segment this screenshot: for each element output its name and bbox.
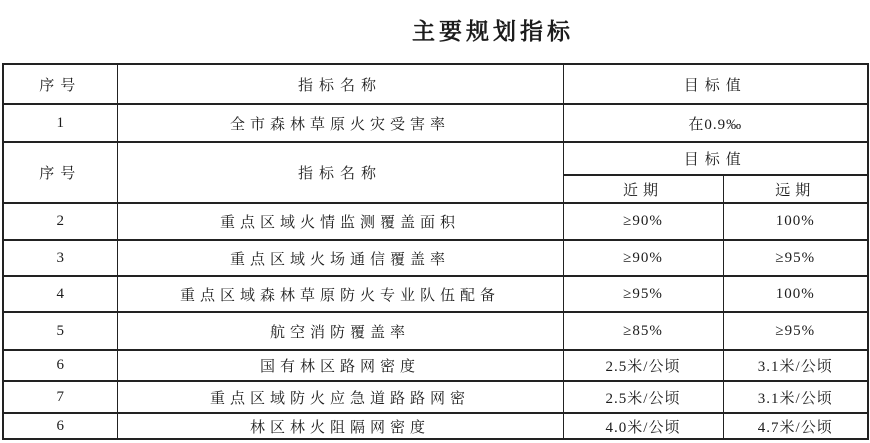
indicator-name-cell: 航空消防覆盖率 xyxy=(117,312,563,350)
table-row xyxy=(3,350,868,381)
seq-cell: 4 xyxy=(3,276,117,312)
page-title: 主要规划指标 xyxy=(412,18,574,44)
indicator-name-cell: 重点区域火情监测覆盖面积 xyxy=(117,203,563,240)
far-term-value-cell: ≥95% xyxy=(723,240,868,276)
table-row xyxy=(3,276,868,312)
indicator-name-cell: 林区林火阻隔网密度 xyxy=(117,413,563,439)
indicator-name-cell: 重点区域防火应急道路路网密 xyxy=(117,381,563,413)
near-term-header: 近期 xyxy=(563,175,723,203)
section1-header-row xyxy=(3,64,868,104)
seq-header: 序号 xyxy=(3,64,117,104)
seq-cell: 1 xyxy=(3,104,117,142)
near-term-value-cell: 2.5米/公顷 xyxy=(563,350,723,381)
near-term-value-cell: ≥90% xyxy=(563,203,723,240)
near-term-value-cell: ≥90% xyxy=(563,240,723,276)
indicator-name-cell: 全市森林草原火灾受害率 xyxy=(117,104,563,142)
indicator-name-cell: 重点区域火场通信覆盖率 xyxy=(117,240,563,276)
target-value-cell: 在0.9‰ xyxy=(563,104,868,142)
seq-cell: 2 xyxy=(3,203,117,240)
table-row xyxy=(3,312,868,350)
table-row xyxy=(3,203,868,240)
seq-cell: 3 xyxy=(3,240,117,276)
near-term-value-cell: ≥85% xyxy=(563,312,723,350)
far-term-value-cell: 100% xyxy=(723,276,868,312)
table-row xyxy=(3,104,868,142)
far-term-value-cell: 4.7米/公顷 xyxy=(723,413,868,439)
near-term-value-cell: 2.5米/公顷 xyxy=(563,381,723,413)
far-term-value-cell: 3.1米/公顷 xyxy=(723,350,868,381)
far-term-value-cell: 100% xyxy=(723,203,868,240)
seq-header: 序号 xyxy=(3,142,117,203)
seq-cell: 7 xyxy=(3,381,117,413)
near-term-value-cell: 4.0米/公顷 xyxy=(563,413,723,439)
indicator-name-cell: 国有林区路网密度 xyxy=(117,350,563,381)
target-value-header: 目标值 xyxy=(563,64,868,104)
indicator-name-cell: 重点区域森林草原防火专业队伍配备 xyxy=(117,276,563,312)
indicator-name-header: 指标名称 xyxy=(117,64,563,104)
far-term-header: 远期 xyxy=(723,175,868,203)
table-row xyxy=(3,381,868,413)
near-term-value-cell: ≥95% xyxy=(563,276,723,312)
table-row xyxy=(3,240,868,276)
far-term-value-cell: ≥95% xyxy=(723,312,868,350)
section2-header-row xyxy=(3,142,868,175)
far-term-value-cell: 3.1米/公顷 xyxy=(723,381,868,413)
seq-cell: 5 xyxy=(3,312,117,350)
indicators-table xyxy=(2,63,869,440)
indicator-name-header: 指标名称 xyxy=(117,142,563,203)
seq-cell: 6 xyxy=(3,413,117,439)
target-value-header: 目标值 xyxy=(563,142,868,175)
table-row xyxy=(3,413,868,439)
seq-cell: 6 xyxy=(3,350,117,381)
